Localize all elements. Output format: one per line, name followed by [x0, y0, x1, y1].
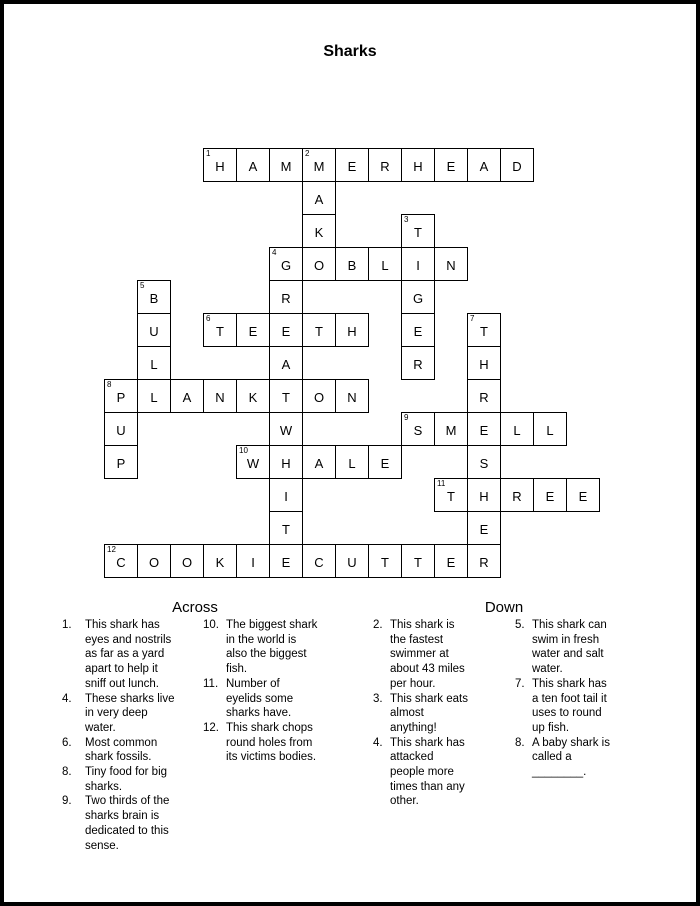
grid-cell	[302, 148, 336, 182]
clue-item	[203, 721, 318, 765]
clue-item	[62, 736, 179, 765]
cell-letter: E	[545, 488, 555, 504]
cell-letter: M	[313, 158, 325, 174]
cell-letter: E	[446, 554, 456, 570]
cell-letter: G	[412, 290, 424, 306]
grid-cell	[434, 544, 468, 578]
cell-letter: H	[479, 488, 489, 504]
clue-item	[373, 736, 470, 810]
cell-letter: E	[413, 323, 423, 339]
grid-cell	[137, 313, 171, 347]
clue-number: 5.	[515, 619, 525, 631]
clue-text: Two thirds of the sharks brain is dedicated to this sense.	[85, 795, 170, 852]
cell-letter: L	[348, 455, 356, 471]
grid-cell	[434, 247, 468, 281]
grid-cell	[269, 511, 303, 545]
cell-letter: O	[148, 554, 160, 570]
cell-letter: E	[281, 323, 291, 339]
cell-letter: R	[281, 290, 291, 306]
grid-cell	[104, 445, 138, 479]
clue-number: 1.	[62, 619, 72, 631]
grid-cell	[104, 544, 138, 578]
cell-letter: D	[512, 158, 522, 174]
grid-cell	[269, 247, 303, 281]
down-clues-column-1	[373, 618, 470, 809]
cell-letter: M	[445, 422, 457, 438]
down-header: Down	[484, 599, 524, 616]
cell-letter: S	[479, 455, 489, 471]
grid-cell	[533, 412, 567, 446]
grid-cell	[467, 379, 501, 413]
cell-letter: E	[380, 455, 390, 471]
cell-letter: K	[215, 554, 225, 570]
cell-letter: N	[215, 389, 225, 405]
clue-text: This shark eats almost anything!	[390, 692, 468, 734]
clue-text: This shark has a ten foot tail it uses to round up fish.	[532, 677, 607, 734]
grid-cell	[401, 544, 435, 578]
cell-number: 2	[305, 149, 310, 158]
clue-item	[373, 692, 470, 736]
grid-cell	[269, 313, 303, 347]
cell-number: 11	[437, 479, 446, 488]
cell-letter: G	[280, 257, 292, 273]
clue-number: 2.	[373, 619, 383, 631]
cell-number: 6	[206, 314, 211, 323]
grid-cell	[269, 478, 303, 512]
grid-cell	[467, 478, 501, 512]
grid-cell	[467, 445, 501, 479]
crossword-grid	[104, 148, 600, 578]
clue-number: 10.	[203, 619, 219, 631]
clue-text: The biggest shark in the world is also the biggest fish.	[226, 619, 318, 676]
cell-letter: L	[150, 356, 158, 372]
grid-cell	[401, 148, 435, 182]
cell-letter: I	[284, 488, 288, 504]
grid-cell	[269, 148, 303, 182]
cell-letter: A	[314, 455, 324, 471]
cell-letter: A	[281, 356, 291, 372]
clue-item	[515, 618, 614, 677]
across-clues-column-2	[203, 618, 318, 765]
grid-cell	[368, 445, 402, 479]
cell-letter: L	[513, 422, 521, 438]
cell-letter: A	[248, 158, 258, 174]
cell-letter: R	[512, 488, 522, 504]
grid-cell	[401, 313, 435, 347]
cell-letter: R	[380, 158, 390, 174]
grid-cell	[368, 148, 402, 182]
cell-letter: K	[248, 389, 258, 405]
clue-item	[515, 736, 614, 780]
grid-cell	[302, 181, 336, 215]
cell-letter: H	[281, 455, 291, 471]
grid-cell	[269, 280, 303, 314]
cell-letter: A	[479, 158, 489, 174]
cell-letter: T	[381, 554, 389, 570]
clue-text: These sharks live in very deep water.	[85, 692, 175, 734]
cell-letter: R	[479, 554, 489, 570]
cell-letter: E	[248, 323, 258, 339]
cell-letter: T	[282, 389, 290, 405]
grid-cell	[335, 379, 369, 413]
grid-cell	[137, 544, 171, 578]
grid-cell	[434, 412, 468, 446]
clue-item	[62, 765, 179, 794]
grid-cell	[302, 313, 336, 347]
cell-letter: N	[347, 389, 357, 405]
clue-text: This shark can swim in fresh water and salt water.	[532, 619, 607, 676]
clue-text: Tiny food for big sharks.	[85, 766, 168, 793]
clue-number: 8.	[515, 736, 525, 749]
clue-number: 4.	[373, 736, 383, 749]
clue-number: 7.	[515, 677, 525, 690]
grid-cell	[302, 247, 336, 281]
grid-cell	[203, 148, 237, 182]
clue-text: This shark has attacked people more times than any other.	[390, 736, 465, 808]
cell-letter: K	[314, 224, 324, 240]
grid-cell	[434, 148, 468, 182]
clue-text: Number of eyelids some sharks have.	[226, 677, 294, 720]
grid-cell	[467, 346, 501, 380]
grid-cell	[335, 148, 369, 182]
grid-cell	[368, 247, 402, 281]
cell-letter: H	[215, 158, 225, 174]
across-header: Across	[172, 599, 218, 616]
clue-item	[203, 618, 318, 677]
grid-cell	[401, 214, 435, 248]
cell-letter: T	[414, 554, 422, 570]
grid-cell	[401, 247, 435, 281]
clue-text: Most common shark fossils.	[85, 736, 158, 764]
grid-cell	[104, 379, 138, 413]
cell-number: 12	[107, 545, 116, 554]
clue-item	[62, 692, 179, 736]
grid-cell	[137, 379, 171, 413]
cell-letter: L	[150, 389, 158, 405]
grid-cell	[401, 346, 435, 380]
cell-letter: O	[313, 389, 325, 405]
cell-letter: W	[246, 455, 260, 471]
grid-cell	[269, 412, 303, 446]
clue-number: 3.	[373, 692, 383, 705]
grid-cell	[236, 445, 270, 479]
grid-cell	[401, 280, 435, 314]
clue-item	[203, 677, 318, 721]
cell-number: 4	[272, 248, 277, 257]
cell-letter: C	[314, 554, 324, 570]
cell-letter: S	[413, 422, 423, 438]
clue-text: This shark chops round holes from its victims bodies.	[226, 721, 317, 764]
cell-letter: N	[446, 257, 456, 273]
grid-cell	[236, 544, 270, 578]
cell-letter: E	[347, 158, 357, 174]
grid-cell	[335, 247, 369, 281]
cell-letter: T	[480, 323, 488, 339]
grid-cell	[236, 379, 270, 413]
cell-letter: T	[447, 488, 455, 504]
grid-cell	[236, 313, 270, 347]
cell-number: 1	[206, 149, 211, 158]
grid-cell	[137, 280, 171, 314]
grid-cell	[500, 148, 534, 182]
grid-cell	[236, 148, 270, 182]
cell-letter: E	[446, 158, 456, 174]
clue-text: This shark is the fastest swimmer at about 43 miles per hour.	[390, 619, 465, 690]
grid-cell	[467, 412, 501, 446]
cell-number: 3	[404, 215, 409, 224]
grid-cell	[500, 412, 534, 446]
cell-letter: A	[182, 389, 192, 405]
grid-cell	[467, 313, 501, 347]
clue-number: 9.	[62, 795, 72, 808]
grid-cell	[467, 148, 501, 182]
grid-cell	[137, 346, 171, 380]
clue-number: 12.	[203, 721, 219, 734]
cell-letter: T	[315, 323, 323, 339]
grid-cell	[335, 544, 369, 578]
grid-cell	[203, 379, 237, 413]
grid-cell	[269, 445, 303, 479]
grid-cell	[566, 478, 600, 512]
cell-letter: T	[414, 224, 422, 240]
grid-cell	[533, 478, 567, 512]
grid-cell	[203, 544, 237, 578]
cell-letter: P	[116, 389, 126, 405]
grid-cell	[401, 412, 435, 446]
across-clues-column-1	[62, 618, 179, 853]
down-clues-column-2	[515, 618, 614, 780]
clue-item	[62, 618, 179, 692]
cell-number: 5	[140, 281, 145, 290]
cell-letter: A	[314, 191, 324, 207]
cell-letter: L	[546, 422, 554, 438]
grid-cell	[269, 544, 303, 578]
cell-letter: I	[251, 554, 255, 570]
grid-cell	[467, 511, 501, 545]
cell-letter: R	[479, 389, 489, 405]
cell-letter: U	[149, 323, 159, 339]
clue-item	[515, 677, 614, 736]
grid-cell	[104, 412, 138, 446]
grid-cell	[203, 313, 237, 347]
grid-cell	[302, 379, 336, 413]
cell-letter: W	[279, 422, 293, 438]
cell-number: 9	[404, 413, 409, 422]
grid-cell	[335, 313, 369, 347]
cell-letter: M	[280, 158, 292, 174]
cell-letter: U	[347, 554, 357, 570]
cell-number: 8	[107, 380, 112, 389]
cell-letter: H	[479, 356, 489, 372]
grid-cell	[269, 346, 303, 380]
grid-cell	[434, 478, 468, 512]
clue-number: 4.	[62, 692, 72, 705]
cell-letter: L	[381, 257, 389, 273]
grid-cell	[302, 214, 336, 248]
clue-number: 11.	[203, 677, 219, 690]
clue-text: A baby shark is called a ________.	[532, 736, 610, 779]
cell-letter: O	[313, 257, 325, 273]
cell-letter: O	[181, 554, 193, 570]
grid-cell	[302, 544, 336, 578]
grid-cell	[467, 544, 501, 578]
cell-letter: P	[116, 455, 126, 471]
clue-text: This shark has eyes and nostrils as far as a yard apart to help it sniff out lunch.	[85, 619, 172, 690]
cell-letter: E	[479, 521, 489, 537]
grid-cell	[170, 544, 204, 578]
cell-letter: B	[149, 290, 159, 306]
grid-cell	[500, 478, 534, 512]
cell-letter: E	[578, 488, 588, 504]
grid-cell	[269, 379, 303, 413]
cell-letter: E	[479, 422, 489, 438]
cell-letter: B	[347, 257, 357, 273]
grid-cell	[368, 544, 402, 578]
grid-cell	[302, 445, 336, 479]
cell-number: 7	[470, 314, 475, 323]
cell-letter: R	[413, 356, 423, 372]
cell-letter: H	[347, 323, 357, 339]
cell-letter: T	[216, 323, 224, 339]
clue-item	[62, 794, 179, 853]
grid-cell	[170, 379, 204, 413]
cell-letter: U	[116, 422, 126, 438]
puzzle-title: Sharks	[323, 43, 377, 60]
clue-number: 8.	[62, 766, 72, 779]
clue-item	[373, 618, 470, 692]
cell-letter: E	[281, 554, 291, 570]
grid-cell	[335, 445, 369, 479]
cell-letter: T	[282, 521, 290, 537]
cell-letter: I	[416, 257, 420, 273]
cell-letter: C	[116, 554, 126, 570]
cell-letter: H	[413, 158, 423, 174]
cell-number: 10	[239, 446, 248, 455]
clue-number: 6.	[62, 736, 72, 749]
